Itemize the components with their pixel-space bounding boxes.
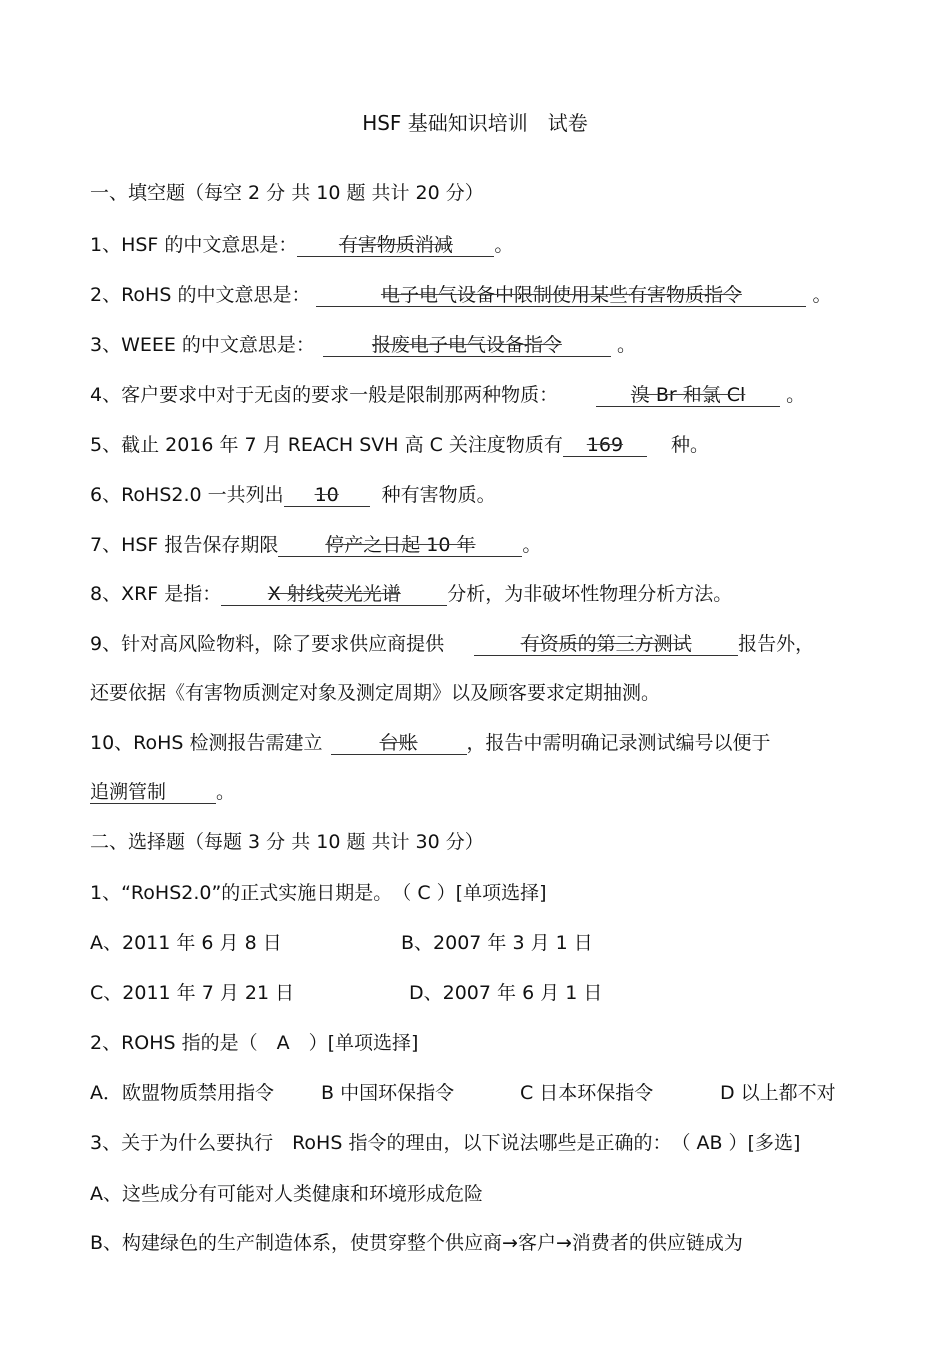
answer-blank: 10 [284, 484, 370, 507]
question-suffix: 分析，为非破坏性物理分析方法。 [447, 583, 733, 605]
question-text: 5、截止 2016 年 7 月 REACH SVH 高 C 关注度物质有 [90, 434, 563, 456]
fill-question-3 [90, 332, 636, 358]
question-suffix: 报告外， [738, 633, 815, 655]
option-b: B 中国环保指令 [321, 1082, 455, 1104]
question-suffix: 。 [786, 384, 806, 406]
fill-question-2 [90, 282, 831, 308]
question-suffix: 种有害物质。 [381, 484, 496, 506]
question-suffix: ，报告中需明确记录测试编号以便于 [466, 732, 771, 754]
option-b: B、2007 年 3 月 1 日 [401, 932, 593, 954]
question-text: 6、RoHS2.0 一共列出 [90, 484, 284, 506]
option-d: D、2007 年 6 月 1 日 [409, 982, 603, 1004]
question-text: 9、针对高风险物料，除了要求供应商提供 [90, 633, 445, 655]
option-d: D 以上都不对 [720, 1082, 836, 1104]
answer-blank: 有害物质消减 [297, 234, 494, 257]
fill-question-8 [90, 581, 732, 607]
answer-blank: 169 [563, 434, 647, 457]
option-a: A、2011 年 6 月 8 日 [90, 932, 282, 954]
answer-blank: 追溯管制 [90, 781, 216, 804]
answer-blank: 溴 Br 和氯 Cl [596, 384, 780, 407]
question-suffix: 种。 [670, 434, 709, 456]
question-text: 8、XRF 是指： [90, 583, 222, 605]
question-text: 1、HSF 的中文意思是： [90, 234, 298, 256]
fill-question-1 [90, 232, 513, 258]
fill-question-5 [90, 432, 709, 458]
option-b: B、构建绿色的生产制造体系，使贯穿整个供应商→客户→消费者的供应链成为 [90, 1232, 743, 1254]
question-suffix: 。 [216, 781, 236, 803]
answer-blank: 停产之日起 10 年 [278, 534, 522, 557]
fill-question-10-continued [90, 779, 235, 805]
fill-question-9 [90, 631, 814, 657]
exam-title: HSF 基础知识培训 试卷 [362, 111, 588, 135]
question-text: 4、客户要求中对于无卤的要求一般是限制那两种物质： [90, 384, 559, 406]
question-text: 2、RoHS 的中文意思是： [90, 284, 311, 306]
question-text: 7、HSF 报告保存期限 [90, 534, 279, 556]
option-c: C、2011 年 7 月 21 日 [90, 982, 295, 1004]
answer-blank: 电子电气设备中限制使用某些有害物质指令 [316, 284, 806, 307]
question-text: 10、RoHS 检测报告需建立 [90, 732, 323, 754]
fill-question-4 [90, 382, 805, 408]
section1-heading: 一、填空题（每空 2 分 共 10 题 共计 20 分） [90, 182, 484, 204]
choice-question-1: 1、“RoHS2.0”的正式实施日期是。 （ C ）[单项选择] [90, 882, 547, 904]
fill-question-7 [90, 532, 541, 558]
option-a: A．欧盟物质禁用指令 [90, 1082, 274, 1104]
answer-blank: 台账 [331, 732, 467, 755]
option-a: A、这些成分有可能对人类健康和环境形成危险 [90, 1183, 483, 1205]
question-suffix: 。 [494, 234, 514, 256]
fill-question-10 [90, 730, 771, 756]
question-suffix: 。 [616, 334, 636, 356]
answer-blank: 有资质的第三方测试 [474, 633, 738, 656]
fill-question-6 [90, 482, 496, 508]
question-suffix: 。 [812, 284, 832, 306]
answer-blank: X 射线荧光光谱 [221, 583, 447, 606]
question-suffix: 。 [522, 534, 542, 556]
choice-question-3: 3、关于为什么要执行 RoHS 指令的理由，以下说法哪些是正确的： （ AB ）[多选] [90, 1132, 801, 1154]
section2-heading: 二、选择题（每题 3 分 共 10 题 共计 30 分） [90, 831, 484, 853]
fill-question-9-continued: 还要依据《有害物质测定对象及测定周期》以及顾客要求定期抽测。 [90, 682, 661, 704]
answer-blank: 报废电子电气设备指令 [323, 334, 611, 357]
option-c: C 日本环保指令 [520, 1082, 654, 1104]
choice-question-2: 2、ROHS 指的是（ A ）[单项选择] [90, 1032, 419, 1054]
question-text: 3、WEEE 的中文意思是： [90, 334, 315, 356]
